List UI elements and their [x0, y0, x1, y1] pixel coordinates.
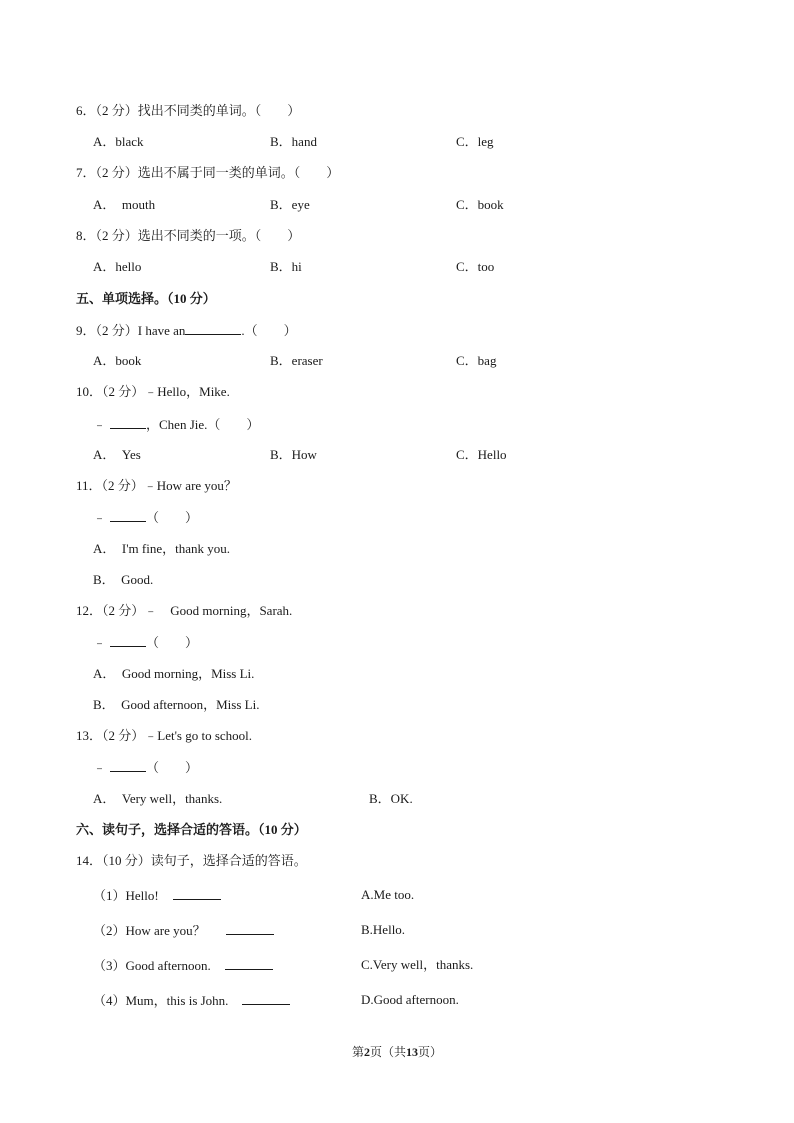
matching-prompt: （1）Hello!: [93, 888, 159, 903]
answer-blank[interactable]: [242, 992, 290, 1005]
matching-answer-a: A.Me too.: [361, 887, 415, 902]
matching-item-2: [93, 922, 274, 939]
answer-blank[interactable]: [110, 634, 146, 647]
matching-item-3: [93, 957, 273, 974]
question-6-option-c[interactable]: C．leg: [456, 134, 494, 149]
question-13-reply: [93, 759, 198, 776]
question-8-option-c[interactable]: C．too: [456, 259, 495, 274]
question-12-stem: 12．（2 分）﹣ Good morning，Sarah.: [76, 603, 293, 618]
question-11-reply-tail: （ ）: [146, 510, 199, 525]
matching-prompt: （4）Mum，this is John.: [93, 993, 229, 1008]
question-7-option-c[interactable]: C．book: [456, 197, 504, 212]
question-9-stem: [76, 322, 297, 339]
question-12-option-a[interactable]: A． Good morning，Miss Li.: [93, 666, 255, 681]
question-11-option-a[interactable]: A． I'm fine，thank you.: [93, 541, 231, 556]
dash: ﹣: [93, 510, 107, 525]
question-12-reply: [93, 634, 198, 651]
question-11-option-b[interactable]: B． Good.: [93, 572, 154, 587]
question-9-option-b[interactable]: B．eraser: [270, 353, 323, 368]
matching-prompt: （2）How are you？: [93, 923, 206, 938]
question-11-reply: [93, 509, 198, 526]
answer-blank[interactable]: [226, 922, 274, 935]
dash: ﹣: [93, 760, 107, 775]
dash: ﹣: [93, 417, 107, 432]
matching-answer-d: D.Good afternoon.: [361, 992, 459, 1007]
question-9-stem-tail: .（ ）: [241, 323, 297, 338]
answer-blank[interactable]: [225, 957, 273, 970]
question-6-stem: 6．（2 分）找出不同类的单词。（ ）: [76, 103, 301, 118]
question-10-reply: [93, 416, 259, 433]
matching-item-4: [93, 992, 290, 1009]
question-12-reply-tail: （ ）: [146, 635, 199, 650]
footer-middle: 页（共: [369, 1045, 406, 1059]
question-8-stem: 8．（2 分）选出不同类的一项。（ ）: [76, 228, 301, 243]
footer-prefix: 第: [351, 1045, 364, 1059]
question-8-option-a[interactable]: A．hello: [93, 259, 142, 274]
question-10-option-c[interactable]: C．Hello: [456, 447, 507, 462]
answer-blank[interactable]: [185, 322, 241, 335]
total-page-count: 13: [406, 1045, 418, 1059]
question-13-option-b[interactable]: B．OK.: [369, 791, 413, 806]
answer-blank[interactable]: [110, 416, 146, 429]
question-11-stem: 11．（2 分）﹣How are you？: [76, 478, 237, 493]
question-13-option-a[interactable]: A． Very well，thanks.: [93, 791, 223, 806]
question-9-stem-text: 9．（2 分）I have an: [76, 323, 186, 338]
question-7-stem: 7．（2 分）选出不属于同一类的单词。（ ）: [76, 165, 340, 180]
question-14-stem: 14．（10 分）读句子，选择合适的答语。: [76, 853, 307, 868]
question-6-option-b[interactable]: B．hand: [270, 134, 317, 149]
answer-blank[interactable]: [110, 509, 146, 522]
dash: ﹣: [93, 635, 107, 650]
question-6-option-a[interactable]: A．black: [93, 134, 144, 149]
question-9-option-a[interactable]: A．book: [93, 353, 142, 368]
question-13-stem: 13．（2 分）﹣Let's go to school.: [76, 728, 253, 743]
question-10-stem: 10．（2 分）﹣Hello，Mike.: [76, 384, 230, 399]
current-page-number: 2: [363, 1045, 370, 1059]
answer-blank[interactable]: [173, 887, 221, 900]
matching-prompt: （3）Good afternoon.: [93, 958, 211, 973]
matching-item-1: [93, 887, 221, 904]
question-8-option-b[interactable]: B．hi: [270, 259, 302, 274]
question-13-reply-tail: （ ）: [146, 760, 199, 775]
page-footer: [0, 1043, 794, 1060]
question-10-option-b[interactable]: B．How: [270, 447, 317, 462]
question-10-reply-tail: ，Chen Jie.（ ）: [146, 417, 260, 432]
question-7-option-a[interactable]: A． mouth: [93, 197, 156, 212]
matching-answer-c: C.Very well，thanks.: [361, 957, 474, 972]
question-7-option-b[interactable]: B．eye: [270, 197, 310, 212]
section-5-heading: 五、单项选择。（10 分）: [76, 291, 216, 306]
question-10-option-a[interactable]: A． Yes: [93, 447, 141, 462]
section-6-heading: 六、读句子，选择合适的答语。（10 分）: [76, 822, 307, 837]
question-12-option-b[interactable]: B． Good afternoon，Miss Li.: [93, 697, 260, 712]
footer-suffix: 页）: [418, 1045, 443, 1059]
question-9-option-c[interactable]: C．bag: [456, 353, 497, 368]
answer-blank[interactable]: [110, 759, 146, 772]
matching-answer-b: B.Hello.: [361, 922, 406, 937]
